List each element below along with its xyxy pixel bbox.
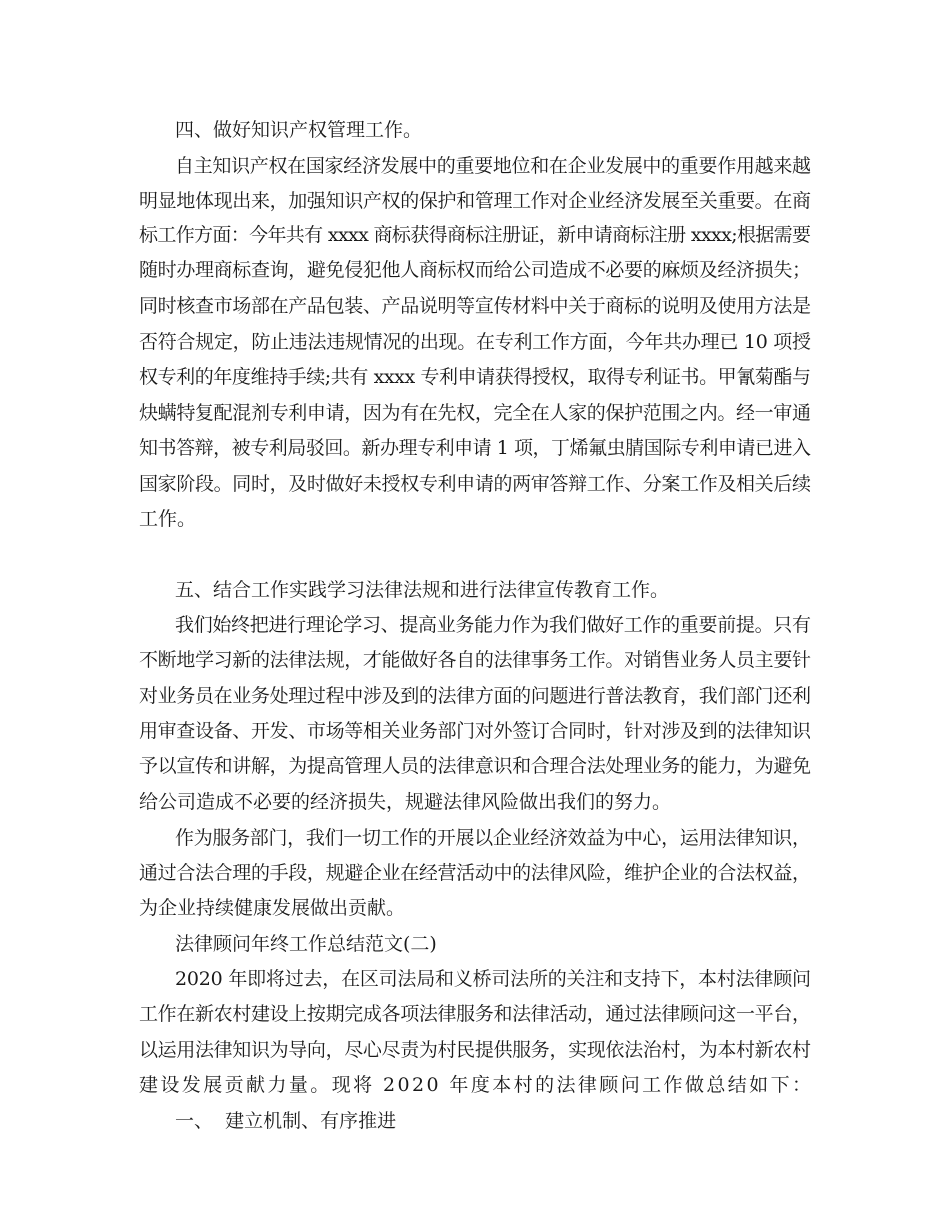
text-line: 给公司造成不必要的经济损失，规避法律风险做出我们的努力。 <box>139 791 672 813</box>
text-line: 对业务员在业务处理过程中涉及到的法律方面的问题进行普法教育，我们部门还利 <box>139 685 811 707</box>
text-line: 工作。 <box>139 508 197 530</box>
section-heading-5: 五、结合工作实践学习法律法规和进行法律宣传教育工作。 <box>175 579 670 601</box>
section-heading-4: 四、做好知识产权管理工作。 <box>175 119 423 141</box>
text-line: 知书答辩，被专利局驳回。新办理专利申请 1 项，丁烯氟虫腈国际专利申请已进入 <box>139 437 811 459</box>
text-line: 以运用法律知识为导向，尽心尽责为村民提供服务，实现依法治村，为本村新农村 <box>139 1039 811 1061</box>
text-line: 我们始终把进行理论学习、提高业务能力作为我们做好工作的重要前提。只有 <box>175 614 811 636</box>
text-line: 炔螨特复配混剂专利申请，因为有在先权，完全在人家的保护范围之内。经一审通 <box>139 402 811 424</box>
text-line: 明显地体现出来，加强知识产权的保护和管理工作对企业经济发展至关重要。在商 <box>139 190 811 212</box>
text-line: 建设发展贡献力量。现将 2020 年度本村的法律顾问工作做总结如下： <box>139 1074 814 1096</box>
section-heading-1: 一、 建立机制、有序推进 <box>175 1110 397 1132</box>
text-line: 否符合规定，防止违法违规情况的出现。在专利工作方面，今年共办理已 10 项授 <box>139 331 811 353</box>
text-line: 2020 年即将过去，在区司法局和义桥司法所的关注和支持下，本村法律顾问 <box>175 968 811 990</box>
article-subtitle: 法律顾问年终工作总结范文(二) <box>175 933 437 955</box>
text-line: 不断地学习新的法律法规，才能做好各自的法律事务工作。对销售业务人员主要针 <box>139 649 811 671</box>
text-line: 用审查设备、开发、市场等相关业务部门对外签订合同时，针对涉及到的法律知识 <box>139 720 811 742</box>
text-line: 标工作方面：今年共有 xxxx 商标获得商标注册证，新申请商标注册 xxxx;根据需要 <box>139 224 811 246</box>
text-line: 随时办理商标查询，避免侵犯他人商标权而给公司造成不必要的麻烦及经济损失； <box>139 259 811 281</box>
text-line: 通过合法合理的手段，规避企业在经营活动中的法律风险，维护企业的合法权益， <box>139 862 811 884</box>
text-line: 自主知识产权在国家经济发展中的重要地位和在企业发展中的重要作用越来越 <box>175 155 811 177</box>
text-line: 同时核查市场部在产品包装、产品说明等宣传材料中关于商标的说明及使用方法是 <box>139 295 811 317</box>
text-line: 国家阶段。同时，及时做好未授权专利申请的两审答辩工作、分案工作及相关后续 <box>139 473 811 495</box>
text-line: 予以宣传和讲解，为提高管理人员的法律意识和合理合法处理业务的能力，为避免 <box>139 755 811 777</box>
text-line: 工作在新农村建设上按期完成各项法律服务和法律活动，通过法律顾问这一平台， <box>139 1003 811 1025</box>
text-line: 权专利的年度维持手续;共有 xxxx 专利申请获得授权，取得专利证书。甲氰菊酯与 <box>139 366 811 388</box>
text-line: 为企业持续健康发展做出贡献。 <box>139 897 406 919</box>
text-line: 作为服务部门，我们一切工作的开展以企业经济效益为中心，运用法律知识， <box>175 827 811 849</box>
